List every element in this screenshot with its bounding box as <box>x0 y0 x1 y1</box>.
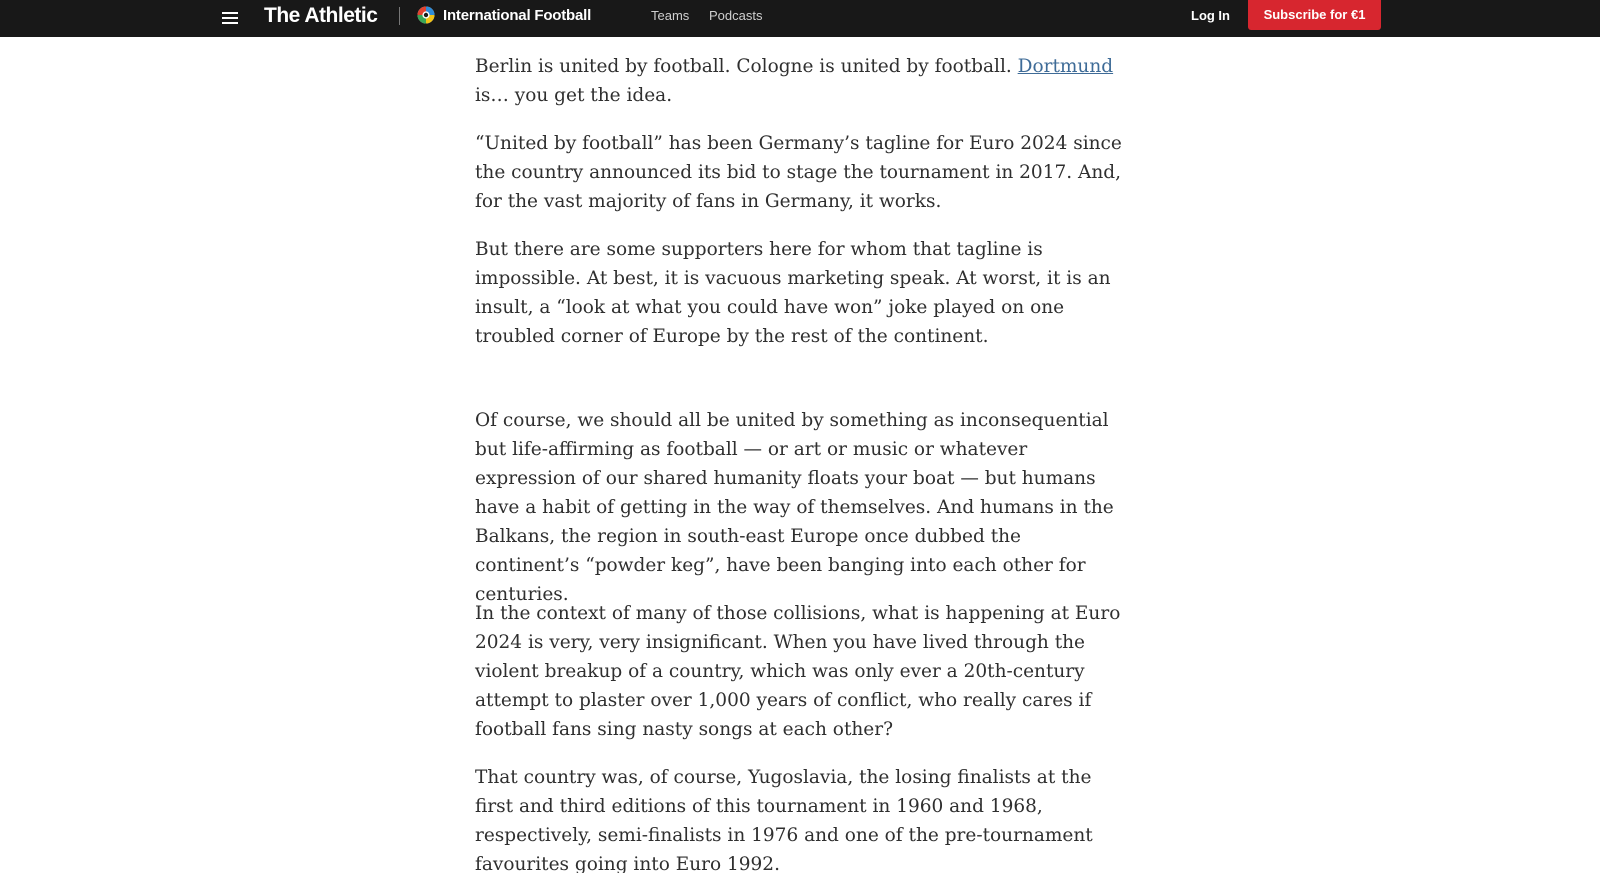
section-title[interactable]: International Football <box>443 7 592 24</box>
paragraph-text: is… you get the idea. <box>475 85 673 106</box>
article-paragraph: But there are some supporters here for whom that tagline is impossible. At best, it is vacuous marketing speak. At worst, it is an insult, a “look at what you could have won” joke played on one troubled corner of Europe by the rest of the continent. <box>475 239 1111 347</box>
nav-teams-link[interactable]: Teams <box>651 8 690 23</box>
paragraph-text: Berlin is united by football. Cologne is united by football. <box>475 56 1018 77</box>
article-paragraph: In the context of many of those collisions, what is happening at Euro 2024 is very, very insignificant. When you have lived through the violent breakup of a country, which was only ever a 20th-century attempt to plaster over 1,000 years of conflict, who really cares if football fans sing nasty songs at each other? <box>475 603 1121 740</box>
header-divider <box>399 7 400 25</box>
article-paragraph: Of course, we should all be united by something as inconsequential but life-affirming as football — or art or music or whatever expression of our shared humanity floats your boat — but humans have a habit of getting in the way of themselves. And humans in the Balkans, the region in south-east Europe once dubbed the continent’s “powder keg”, have been banging into each other for centuries. <box>475 410 1114 605</box>
article-paragraph: That country was, of course, Yugoslavia, the losing finalists at the first and third editions of this tournament in 1960 and 1968, respectively, semi-finalists in 1976 and one of the pre-tournament favourites going into Euro 1992. <box>475 767 1093 873</box>
menu-line <box>222 12 238 14</box>
article-paragraph <box>475 52 1130 110</box>
login-link[interactable]: Log In <box>1191 8 1230 23</box>
menu-line <box>222 22 238 24</box>
site-logo[interactable]: The Athletic <box>264 4 378 27</box>
article-paragraph: “United by football” has been Germany’s tagline for Euro 2024 since the country announced its bid to stage the tournament in 2017. And, for the vast majority of fans in Germany, it works. <box>475 133 1122 212</box>
hamburger-menu-icon[interactable] <box>220 8 240 28</box>
menu-line <box>222 17 238 19</box>
dortmund-link[interactable]: Dortmund <box>1017 56 1114 77</box>
top-navigation-bar <box>0 0 1600 37</box>
subscribe-button[interactable]: Subscribe for €1 <box>1248 0 1381 30</box>
nav-podcasts-link[interactable]: Podcasts <box>709 8 763 23</box>
euro-ball-icon <box>417 6 435 24</box>
